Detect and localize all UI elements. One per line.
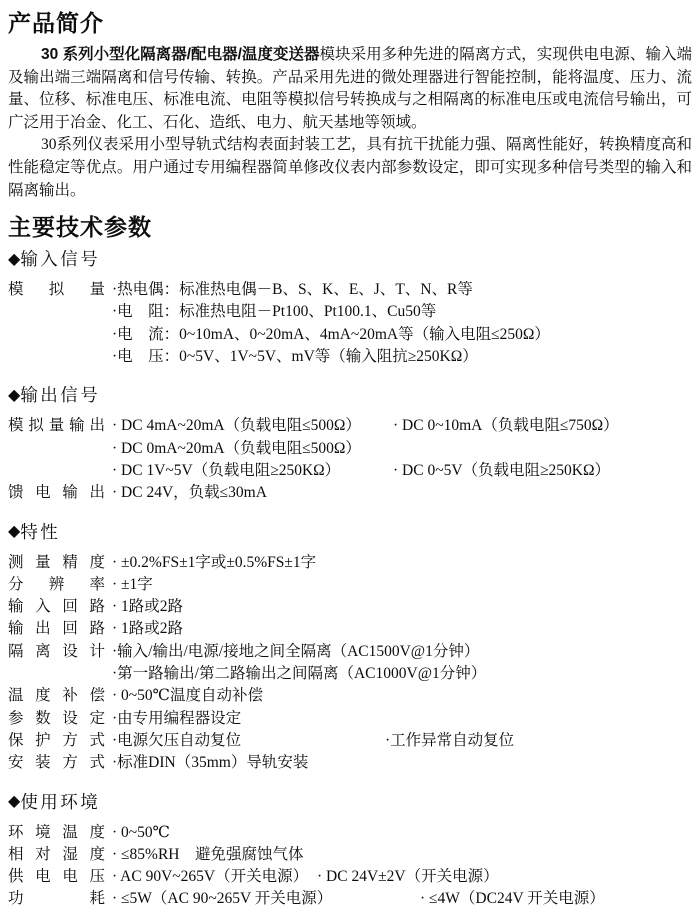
spec-line-thermocouple: ·热电偶：标准热电偶－B、S、K、E、J、T、N、R等 [112,281,473,299]
spec-label: 隔离设计 [8,642,105,660]
spec-label: 参数设定 [8,709,105,727]
spec-value [112,888,692,910]
spec-value-analog-output [112,415,692,482]
spec-line-voltage: ·电 压：0~5V、1V~5V、mV等（输入阻抗≥250KΩ） [112,348,478,366]
spec-row-input-loops [8,596,692,618]
spec-value: · 1路或2路 [112,620,184,638]
spec-line-output-2: · DC 0mA~20mA（负载电阻≤500Ω） [112,439,361,457]
spec-value: · 0~50℃ [112,823,171,841]
spec-item: · DC 24V±2V（开关电源） [317,868,499,886]
spec-row-relative-humidity [8,844,692,866]
spec-row-param-setting [8,708,692,730]
spec-row-protection-mode [8,730,692,752]
tech-params-title: 主要技术参数 [8,214,152,241]
spec-label-feed-output: 馈电输出 [8,484,105,502]
spec-value: · 0~50℃温度自动补偿 [112,687,264,705]
section-heading-environment-label: 使用环境 [20,791,101,812]
spec-row-measure-accuracy [8,552,692,574]
section-heading-environment [8,789,692,814]
spec-label-analog-output: 模拟量输出 [8,417,105,435]
spec-row-temp-compensation [8,685,692,707]
spec-item: · DC 1V~5V（负载电阻≥250KΩ） [112,461,341,479]
diamond-icon: ◆ [8,250,21,268]
spec-value: · 1路或2路 [112,598,184,616]
spec-label: 输出回路 [8,620,105,638]
spec-row-output-loops [8,618,692,640]
spec-line-supply [112,866,692,888]
spec-row-feed-output [8,482,692,504]
section-environment [8,789,692,911]
section-heading-features [8,519,692,544]
spec-value: ·由专用编程器设定 [112,709,242,727]
spec-line-resistance: ·电 阻：标准热电阻－Pt100、Pt100.1、Cu50等 [112,303,437,321]
intro-paragraph-2: 30系列仪表采用小型导轨式结构表面封装工艺，具有抗干扰能力强、隔离性能好，转换精度高和性能稳定等优点。用户通过专用编程器简单修改仪表内部参数设定，即可实现多种信号类型的输入和隔离输出。 [8,136,693,199]
spec-row-ambient-temperature [8,822,692,844]
spec-value [112,730,692,752]
spec-line-protection [112,730,692,752]
section-heading-input-signal [8,246,692,271]
spec-row-analog-output [8,415,692,482]
spec-row-mounting [8,752,692,774]
spec-value: ·标准DIN（35mm）导轨安装 [112,754,309,772]
spec-item: · ≤5W（AC 90~265V 开关电源） [112,890,333,908]
spec-item: · DC 0~5V（负载电阻≥250KΩ） [393,461,610,479]
spec-label: 功耗 [8,890,105,908]
spec-value: · ≤85%RH 避免强腐蚀气体 [112,845,304,863]
spec-value-analog-input [112,279,692,368]
section-heading-features-label: 特性 [20,521,61,542]
spec-label-analog-input: 模拟量 [8,281,105,299]
spec-row-power-consumption [8,888,692,910]
section-output-signal [8,382,692,504]
section-heading-output-signal-label: 输出信号 [20,385,101,406]
spec-line-feed: · DC 24V，负载≤30mA [112,484,267,502]
spec-label: 测量精度 [8,553,105,571]
page-title: 产品简介 [8,10,104,36]
spec-label: 分辨率 [8,575,105,593]
spec-line-isolation-1: ·输入/输出/电源/接地之间全隔离（AC1500V@1分钟） [112,642,480,660]
spec-value [112,641,692,686]
spec-row-isolation-design [8,641,692,686]
spec-line-output-1 [112,415,692,437]
section-heading-input-signal-label: 输入信号 [20,249,101,270]
intro-paragraph-1 [8,44,692,134]
spec-label: 环境温度 [8,823,105,841]
spec-line-current: ·电 流：0~10mA、0~20mA、4mA~20mA等（输入电阻≤250Ω） [112,325,550,343]
spec-line-power [112,888,692,910]
section-features [8,519,692,775]
spec-item: ·电源欠压自动复位 [112,731,242,749]
spec-row-supply-voltage [8,866,692,888]
spec-item: · DC 0~10mA（负载电阻≤750Ω） [393,417,619,435]
spec-item: · DC 4mA~20mA（负载电阻≤500Ω） [112,417,361,435]
spec-value-feed-output [112,482,692,504]
spec-value: · ±1字 [112,575,153,593]
intro-lead-bold: 30 系列小型化隔离器/配电器/温度变送器 [41,46,320,63]
diamond-icon: ◆ [8,386,21,404]
spec-value [112,866,692,888]
spec-value: · ±0.2%FS±1字或±0.5%FS±1字 [112,553,317,571]
diamond-icon: ◆ [8,793,21,810]
spec-item: · AC 90V~265V（开关电源） [112,868,309,886]
spec-label: 安装方式 [8,754,105,772]
intro-paragraph-1-text: 模块采用多种先进的隔离方式，实现供电电源、输入端及输出端三端隔离和信号传输、转换。产品采用先进的微处理器进行智能控制，能将温度、压力、流量、位移、标准电压、标准电流、电阻等模拟信号转换成与之相隔离的标准电压或电流信号输出，可广泛用于冶金、化工、石化、造纸、电力、航天基地等领域。 [8,46,692,131]
spec-label: 供电电压 [8,868,105,886]
spec-item: · ≤4W（DC24V 开关电源） [420,890,605,908]
diamond-icon: ◆ [8,523,21,541]
spec-row-analog-input [8,279,692,368]
spec-item: ·工作异常自动复位 [385,731,515,749]
section-input-signal [8,246,692,368]
spec-label: 相对湿度 [8,845,105,863]
spec-line-isolation-2: ·第一路输出/第二路输出之间隔离（AC1000V@1分钟） [112,665,487,683]
spec-line-output-3 [112,460,692,482]
spec-label: 温度补偿 [8,687,105,705]
spec-label: 输入回路 [8,598,105,616]
section-heading-output-signal [8,382,692,407]
spec-label: 保护方式 [8,731,105,749]
spec-row-resolution [8,574,692,596]
